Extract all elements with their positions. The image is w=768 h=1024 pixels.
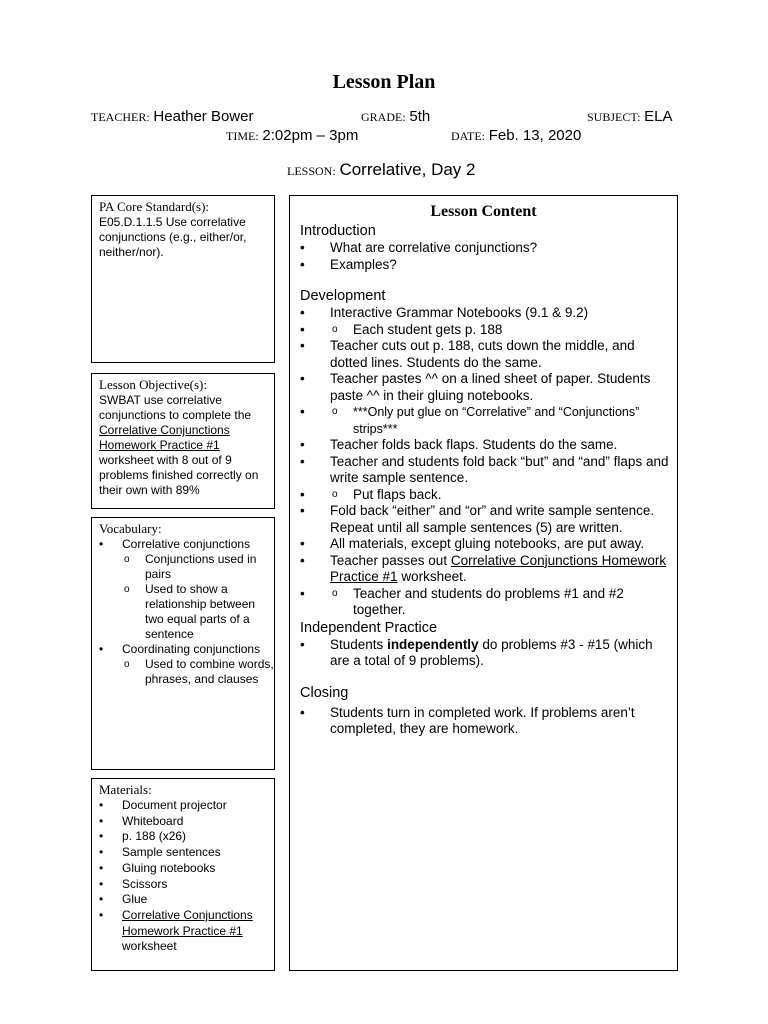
list-item — [300, 553, 669, 586]
list-item — [300, 637, 669, 670]
objective-text — [99, 393, 274, 498]
list-item: • What are correlative conjunctions? — [300, 240, 669, 257]
list-item: • p. 188 (x26) — [99, 829, 274, 845]
introduction-heading: Introduction — [300, 223, 376, 239]
sub-list-container — [300, 404, 669, 437]
lesson-content-heading: Lesson Content — [430, 203, 537, 220]
vocabulary-list — [92, 537, 274, 687]
lesson-content-box — [289, 195, 678, 971]
materials-box — [91, 778, 275, 971]
standards-box — [91, 195, 275, 363]
sub-list — [122, 657, 274, 687]
sub-list — [122, 552, 274, 642]
standards-text: E05.D.1.1.5 Use correlative conjunctions (e.g., either/or, neither/nor). — [99, 215, 247, 259]
development-worksheet-link: Correlative Conjunctions Homework Practice #1 — [330, 552, 667, 584]
sub-list — [330, 404, 669, 437]
time-field — [226, 127, 358, 145]
standards-heading: PA Core Standard(s): — [99, 199, 210, 214]
list-item: • Sample sentences — [99, 845, 274, 861]
list-item: • Examples? — [300, 257, 669, 274]
lesson-content-body — [290, 222, 677, 738]
introduction-list — [300, 240, 669, 273]
list-item: o Used to combine words, phrases, and clauses — [122, 657, 274, 687]
list-item: • Whiteboard — [99, 814, 274, 830]
list-item: • Students turn in completed work. If problems aren’t completed, they are homework. — [300, 705, 669, 738]
development-list — [300, 305, 669, 619]
materials-worksheet-link: Correlative Conjunctions Homework Practice #1 — [122, 907, 253, 938]
vocabulary-heading: Vocabulary: — [99, 521, 162, 536]
sub-list — [330, 487, 669, 504]
materials-heading: Materials: — [99, 782, 152, 797]
objective-worksheet-link: Correlative Conjunctions Homework Practice #1 — [99, 423, 230, 452]
list-item: • Gluing notebooks — [99, 861, 274, 877]
list-item: • Teacher pastes ^^ on a lined sheet of paper. Students paste ^^ in their gluing notebooks. — [300, 371, 669, 404]
objective-heading: Lesson Objective(s): — [99, 377, 207, 392]
ind-bold-word: independently — [387, 636, 479, 652]
grade-field — [361, 108, 430, 126]
list-item: • Scissors — [99, 877, 274, 893]
list-item: • Teacher and students fold back “but” and “and” flaps and write sample sentence. — [300, 454, 669, 487]
sub-list-container — [300, 586, 669, 619]
date-field — [451, 127, 581, 145]
list-item: o • ***Only put glue on “Correlative” and “Conjunctions” strips*** — [330, 404, 669, 437]
list-item — [99, 537, 274, 642]
objective-text-a: SWBAT use correlative conjunctions to complete the — [99, 393, 252, 422]
development-heading: Development — [300, 288, 386, 304]
vocab-term-correlative: Correlative conjunctions — [122, 537, 251, 551]
subject-label: SUBJECT: — [587, 110, 641, 124]
grade-label: GRADE: — [361, 110, 406, 124]
time-value: 2:02pm – 3pm — [262, 127, 359, 144]
sub-list — [330, 322, 669, 339]
dev-i8-text-a: Teacher passes out — [330, 552, 448, 568]
list-item: o • Teacher and students do problems #1 and #2 together. — [330, 586, 669, 619]
dev-i8-text-b: worksheet. — [401, 569, 467, 584]
time-label: TIME: — [226, 129, 259, 143]
list-item: • Interactive Grammar Notebooks (9.1 & 9.2) — [300, 305, 669, 322]
list-item: • Glue — [99, 892, 274, 908]
lesson-label: LESSON: — [287, 164, 336, 178]
lesson-value: Correlative, Day 2 — [339, 160, 476, 179]
ind-text-a: Students — [330, 636, 384, 652]
vocabulary-box — [91, 517, 275, 770]
list-item: o Conjunctions used in pairs — [122, 552, 274, 582]
teacher-value: Heather Bower — [153, 108, 254, 125]
materials-list — [99, 798, 274, 955]
closing-list — [300, 705, 669, 738]
sub-list-container — [300, 322, 669, 339]
sub-list-container — [300, 487, 669, 504]
list-item — [99, 908, 274, 955]
list-item: • Teacher folds back flaps. Students do the same. — [300, 437, 669, 454]
date-label: DATE: — [451, 129, 485, 143]
vocab-term-coordinating: Coordinating conjunctions — [122, 642, 261, 656]
subject-field — [587, 108, 673, 126]
list-item: • Teacher cuts out p. 188, cuts down the middle, and dotted lines. Students do the same. — [300, 338, 669, 371]
list-item: o Used to show a relationship between two equal parts of a sentence — [122, 582, 274, 642]
sub-list — [330, 586, 669, 619]
ind-text-b: do problems #3 - #15 (which are a total of 9 problems). — [330, 636, 653, 668]
list-item: • Document projector — [99, 798, 274, 814]
list-item: • Fold back “either” and “or” and write sample sentence. Repeat until all sample sentences (5) are written. — [300, 503, 669, 536]
materials-worksheet-text: worksheet — [122, 939, 177, 954]
objective-box — [91, 373, 275, 509]
page-title: Lesson Plan — [332, 71, 436, 93]
lesson-field — [287, 160, 476, 180]
list-item: • All materials, except gluing notebooks, are put away. — [300, 536, 669, 553]
independent-practice-heading: Independent Practice — [300, 619, 438, 636]
list-item — [99, 642, 274, 687]
independent-practice-list — [300, 637, 669, 670]
date-value: Feb. 13, 2020 — [488, 127, 582, 144]
objective-text-b: worksheet with 8 out of 9 problems finished correctly on their own with 89% — [99, 453, 259, 497]
list-item: o • Put flaps back. — [330, 487, 669, 504]
closing-heading: Closing — [300, 684, 349, 701]
list-item: o • Each student gets p. 188 — [330, 322, 669, 339]
teacher-label: TEACHER: — [91, 110, 150, 124]
grade-value: 5th — [409, 108, 431, 125]
subject-value: ELA — [644, 108, 673, 125]
teacher-field — [91, 108, 253, 126]
